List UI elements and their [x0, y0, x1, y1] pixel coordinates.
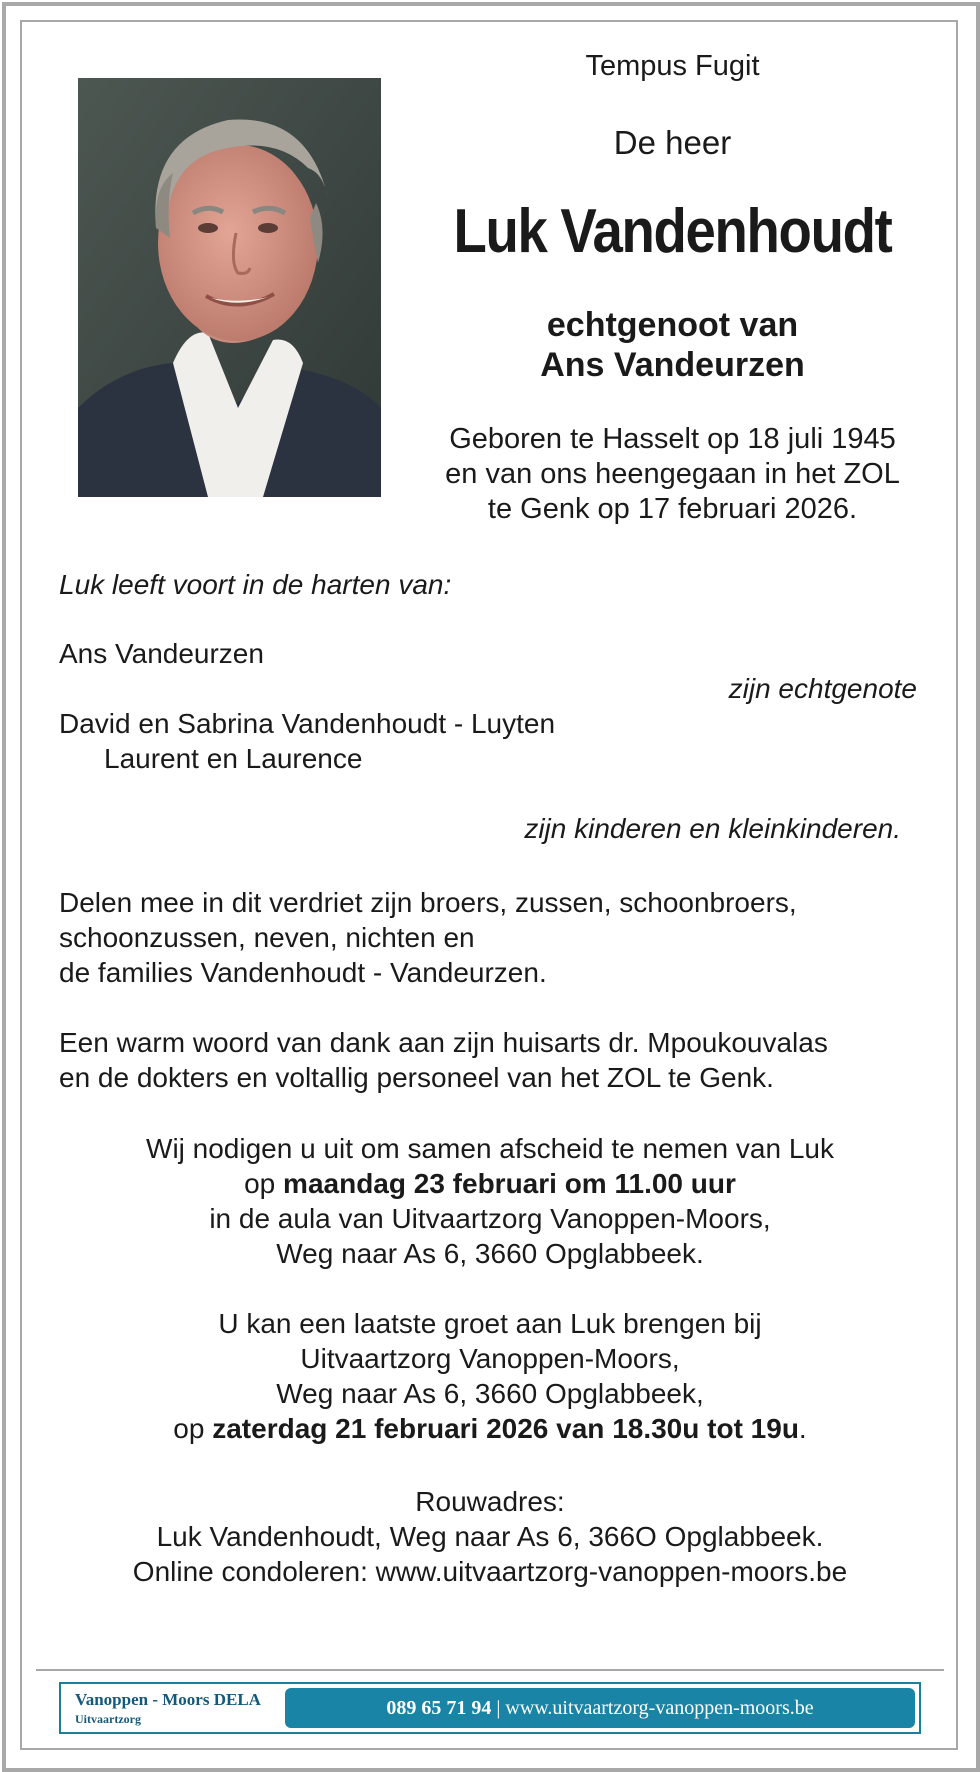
visit-suffix: . [798, 1413, 807, 1444]
children-names: David en Sabrina Vandenhoudt - Luyten [59, 708, 556, 739]
portrait-illustration [78, 78, 381, 497]
deceased-name: Luk Vandenhoudt [453, 197, 892, 266]
birth-line-1: Geboren te Hasselt op 18 juli 1945 [449, 423, 896, 455]
motto: Tempus Fugit [585, 50, 760, 82]
birth-line-3: te Genk op 17 februari 2026. [487, 493, 858, 525]
farewell-line-1: Wij nodigen u uit om samen afscheid te nemen van Luk [146, 1133, 834, 1164]
visit-prefix: op [173, 1413, 213, 1444]
contact-bar [285, 1688, 915, 1728]
brand-subtitle: Uitvaartzorg [75, 1712, 141, 1726]
sharing-line-3: de families Vandenhoudt - Vandeurzen. [59, 957, 547, 988]
portrait-photo [78, 78, 381, 497]
spouse-line-1: echtgenoot van [546, 306, 799, 344]
farewell-line-3: in de aula van Uitvaartzorg Vanoppen-Moors, [209, 1203, 771, 1234]
visit-paragraph [40, 1306, 940, 1446]
mourning-address: Luk Vandenhoudt, Weg naar As 6, 366O Opglabbeek. [156, 1521, 824, 1552]
visit-line-2: Uitvaartzorg Vanoppen-Moors, [300, 1343, 680, 1374]
visit-line-3: Weg naar As 6, 3660 Opglabbeek, [276, 1378, 704, 1409]
visit-line-4 [40, 1411, 940, 1446]
thanks-line-2: en de dokters en voltallig personeel van het ZOL te Genk. [59, 1062, 774, 1093]
farewell-line-4: Weg naar As 6, 3660 Opglabbeek. [276, 1238, 704, 1269]
children-role: zijn kinderen en kleinkinderen. [524, 813, 901, 844]
mourning-title: Rouwadres: [415, 1486, 565, 1517]
spouse-block [420, 305, 925, 385]
farewell-line-2 [40, 1166, 940, 1201]
mourning-paragraph [40, 1484, 940, 1589]
farewell-date: maandag 23 februari om 11.00 uur [283, 1168, 736, 1199]
sharing-line-1: Delen mee in dit verdriet zijn broers, zussen, schoonbroers, [59, 887, 797, 918]
thanks-line-1: Een warm woord van dank aan zijn huisarts dr. Mpoukouvalas [59, 1027, 828, 1058]
funeral-home-footer [59, 1682, 921, 1734]
farewell-prefix: op [244, 1168, 284, 1199]
footer-divider [36, 1669, 944, 1671]
website-link[interactable]: www.uitvaartzorg-vanoppen-moors.be [505, 1697, 814, 1719]
sharing-line-2: schoonzussen, neven, nichten en [59, 922, 475, 953]
sharing-paragraph [59, 885, 797, 990]
spouse-name: Ans Vandeurzen [59, 638, 264, 669]
birth-line-2: en van ons heengegaan in het ZOL [445, 458, 900, 490]
farewell-paragraph [40, 1131, 940, 1271]
spouse-line-2: Ans Vandeurzen [540, 346, 805, 384]
grandchildren-names: Laurent en Laurence [104, 743, 363, 774]
contact-separator: | [496, 1697, 501, 1719]
visit-line-1: U kan een laatste groet aan Luk brengen bij [218, 1308, 762, 1339]
brand-logo-text: Vanoppen - Moors DELA [75, 1690, 261, 1709]
online-condolence[interactable]: Online condoleren: www.uitvaartzorg-vanoppen-moors.be [132, 1556, 848, 1587]
visit-date: zaterdag 21 februari 2026 van 18.30u tot 19u [212, 1413, 799, 1444]
spouse-role: zijn echtgenote [728, 673, 917, 704]
family-intro: Luk leeft voort in de harten van: [59, 569, 452, 600]
birth-death-block [420, 422, 925, 527]
phone-number[interactable]: 089 65 71 94 [386, 1697, 492, 1719]
thanks-paragraph [59, 1025, 828, 1095]
salutation: De heer [613, 124, 732, 161]
